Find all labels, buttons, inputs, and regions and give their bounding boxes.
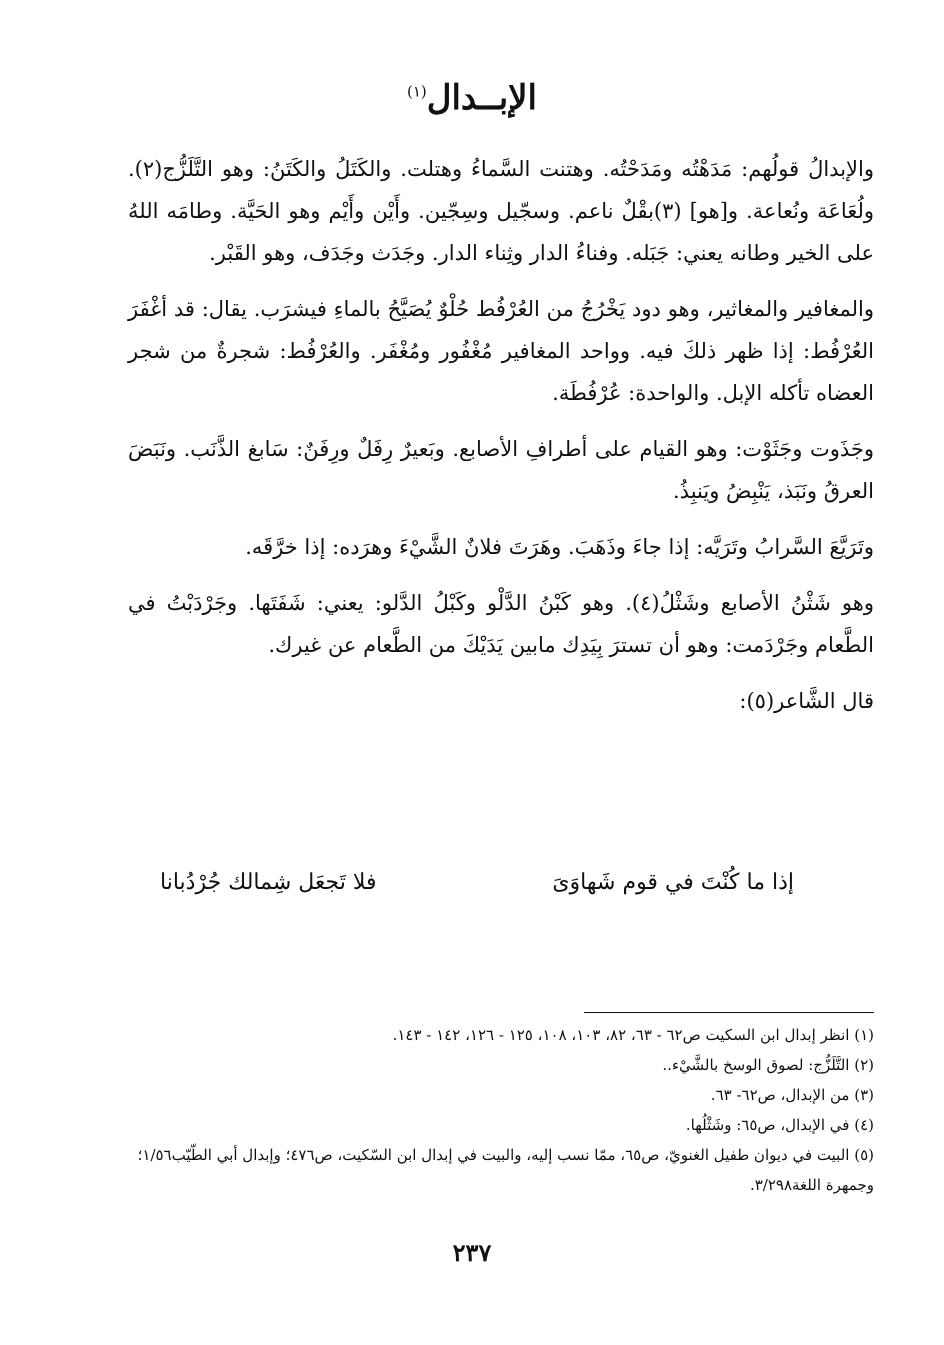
verse-second-hemistich: فلا تَجعَل شِمالك جُرْدُبانا [160,870,377,895]
footnote: (١) انظر إبدال ابن السكيت ص٦٢ - ٦٣، ٨٢، ١٠٣، ١٠٨، ١٢٥ - ١٢٦، ١٤٢ - ١٤٣. [392,1026,874,1044]
chapter-title [0,78,944,118]
paragraph: وجَذَوت وجَثَوْت: وهو القيام على أطرافِ الأصابع. وبَعيرٌ رِفَلٌ ورِفَنٌ: سَابغ الذَّنَب. ونَبَضَ العرقُ ونَبَذ، يَنْبِضُ ويَنبِذُ. [128,437,874,503]
main-text [128,148,874,736]
verse-intro: قال الشَّاعر(٥): [739,689,874,713]
paragraph: وهو شَثْنُ الأصابع وشَثْلُ(٤). وهو كَبْنُ الدَّلْو وكَبْلُ الدَّلو: يعني: شَفَتَها. وجَرْدَبْتُ في الطَّعام وجَرْدَمت: وهو أن تسترَ بِيَدِك مابين يَدَيْكَ من الطَّعام عن غيرك. [128,591,874,657]
footnote: (٣) من الإبدال، ص٦٢- ٦٣. [710,1086,874,1104]
title-footnote-marker: (١) [407,82,427,101]
footnote-divider [584,1012,874,1013]
paragraph: وتَرَيَّعَ السَّرابُ وتَرَيَّه: إذا جاءَ وذَهَبَ. وهَرَتَ فلانٌ الشَّيْءَ وهرَده: إذا خرَّقَه. [245,535,874,559]
footnotes [120,1020,874,1200]
poetry-verse [160,870,794,895]
footnote: (٤) في الإبدال، ص٦٥: وشَثْلُها. [685,1116,874,1134]
footnote: (٢) التَّلَزُّج: لصوق الوسخ بالشَّيْء.. [662,1056,874,1074]
page-number: ٢٣٧ [452,1238,492,1267]
verse-first-hemistich: إذا ما كُنْتَ في قوم شَهاوَىَ [552,870,794,895]
paragraph: والإبدالُ قولُهم: مَدَهْتُه ومَدَحْتُه. وهتنت السَّماءُ وهتلت. والكَتَلُ والكَتَنُ: وهو التَّلَزُّج(٢). ولُعَاعَة ونُعاعة. و[هو] (٣)بقْلٌ ناعم. وسجّيل وسِجّين. وأَيْن وأَيْم وهو الحَيَّة. وطامَه اللهُ على الخير وطانه يعني: جَبَله. وفناءُ الدار وثِناء الدار. وجَدَث وجَدَف، وهو القَبْر. [128,157,874,265]
footnote: (٥) البيت في ديوان طفيل الغنويّ، ص٦٥، ممّا نسب إليه، والبيت في إبدال ابن السّكيت، ص٤٧٦؛ وإبدال أبي الطّيّب١/٥٦؛ وجمهرة اللغة٣/٢٩٨. [137,1146,874,1194]
paragraph: والمغافير والمغاثير، وهو دود يَخْرُجُ من العُرْفُط حُلْوٌ يُصَيَّحُ بالماءِ فيشرَب. يقال: قد أغْفَرَ العُرْفُط: إذا ظهر ذلكَ فيه. وواحد المغافير مُغْفُور ومُغْفَر. والعُرْفُط: شجرةٌ من شجر العضاه تأكله الإبل. والواحدة: عُرْفُطَة. [128,297,874,405]
chapter-title-text: الإبــدال [426,78,537,118]
